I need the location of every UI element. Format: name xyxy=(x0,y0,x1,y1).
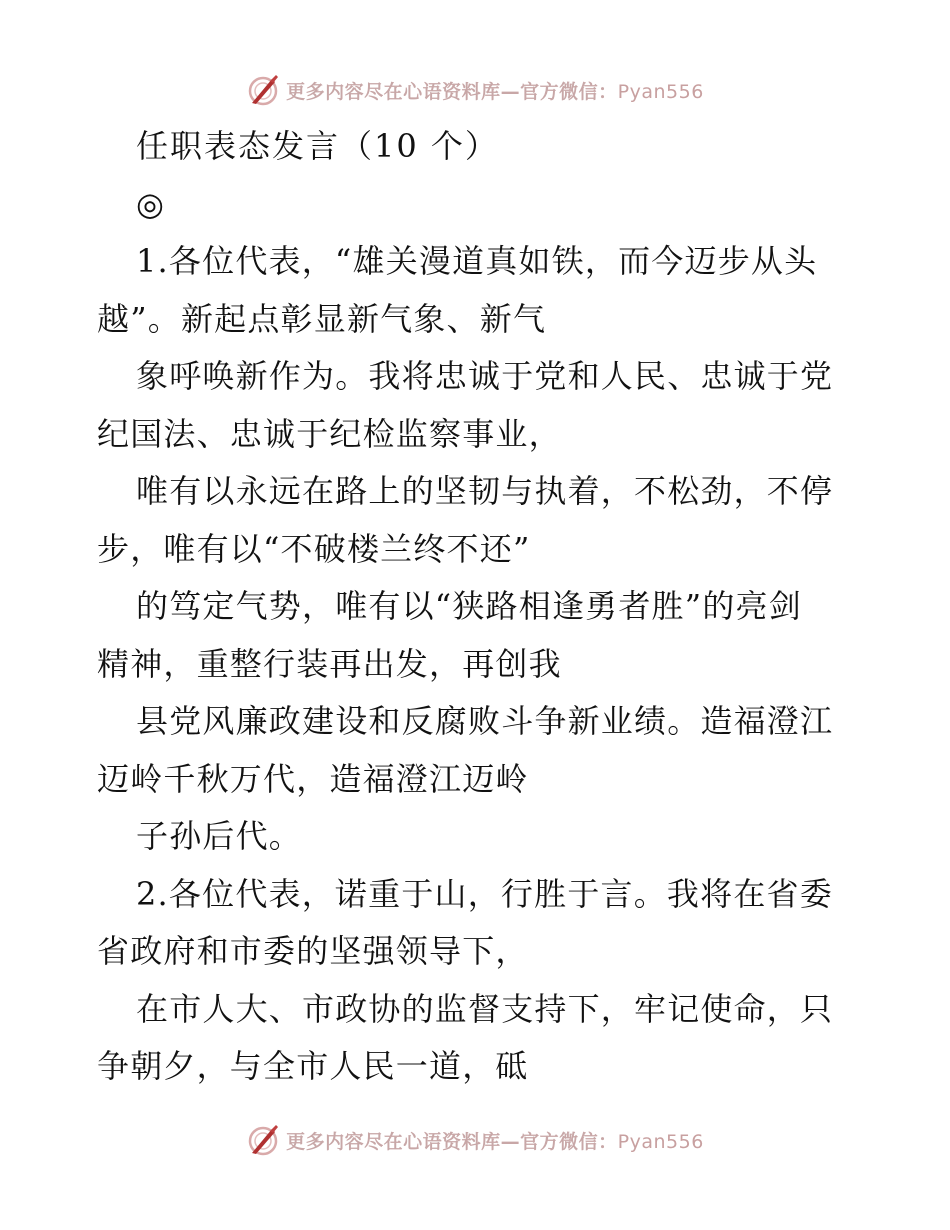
paragraph-line: 精神，重整行装再出发，再创我 xyxy=(97,644,562,683)
paragraph-line: 迈岭千秋万代，造福澄江迈岭 xyxy=(97,759,529,798)
watermark-banner-top xyxy=(0,70,950,110)
paragraph-line: 在市人大、市政协的监督支持下，牢记使命，只 xyxy=(136,989,834,1028)
paragraph-line: 1.各位代表，“雄关漫道真如铁，而今迈步从头 xyxy=(136,242,818,280)
paragraph-line: 越”。新起点彰显新气象、新气 xyxy=(97,299,547,338)
watermark-wechat-id: Pyan556 xyxy=(617,1130,704,1153)
paragraph-line: 唯有以永远在路上的坚韧与执着，不松劲，不停 xyxy=(136,472,834,510)
document-title: 任职表态发言（10 个） xyxy=(136,127,499,165)
quill-seal-icon xyxy=(246,73,280,107)
paragraph-line: 的笃定气势，唯有以“狭路相逢勇者胜”的亮剑 xyxy=(136,587,802,625)
watermark-wechat-id: Pyan556 xyxy=(617,80,704,103)
watermark-text: 更多内容尽在心语资料库—官方微信：Pyan556 xyxy=(286,1130,704,1153)
paragraph-line: 省政府和市委的坚强领导下， xyxy=(97,932,529,970)
paragraph-line: 争朝夕，与全市人民一道，砥 xyxy=(97,1047,529,1085)
paragraph-line: 2.各位代表，诺重于山，行胜于言。我将在省委 xyxy=(136,874,833,913)
paragraph-line: 纪国法、忠诚于纪检监察事业， xyxy=(97,414,562,453)
paragraph-line: 步，唯有以“不破楼兰终不还” xyxy=(97,529,531,568)
watermark-banner-bottom xyxy=(0,1120,950,1160)
paragraph-line: 象呼唤新作为。我将忠诚于党和人民、忠诚于党 xyxy=(136,357,834,395)
section-marker: ◎ xyxy=(136,184,166,223)
paragraph-line: 县党风廉政建设和反腐败斗争新业绩。造福澄江 xyxy=(136,702,834,740)
quill-seal-icon xyxy=(246,1123,280,1157)
paragraph-line: 子孙后代。 xyxy=(136,817,303,855)
watermark-text: 更多内容尽在心语资料库—官方微信：Pyan556 xyxy=(286,80,704,103)
document-body xyxy=(97,118,852,1096)
